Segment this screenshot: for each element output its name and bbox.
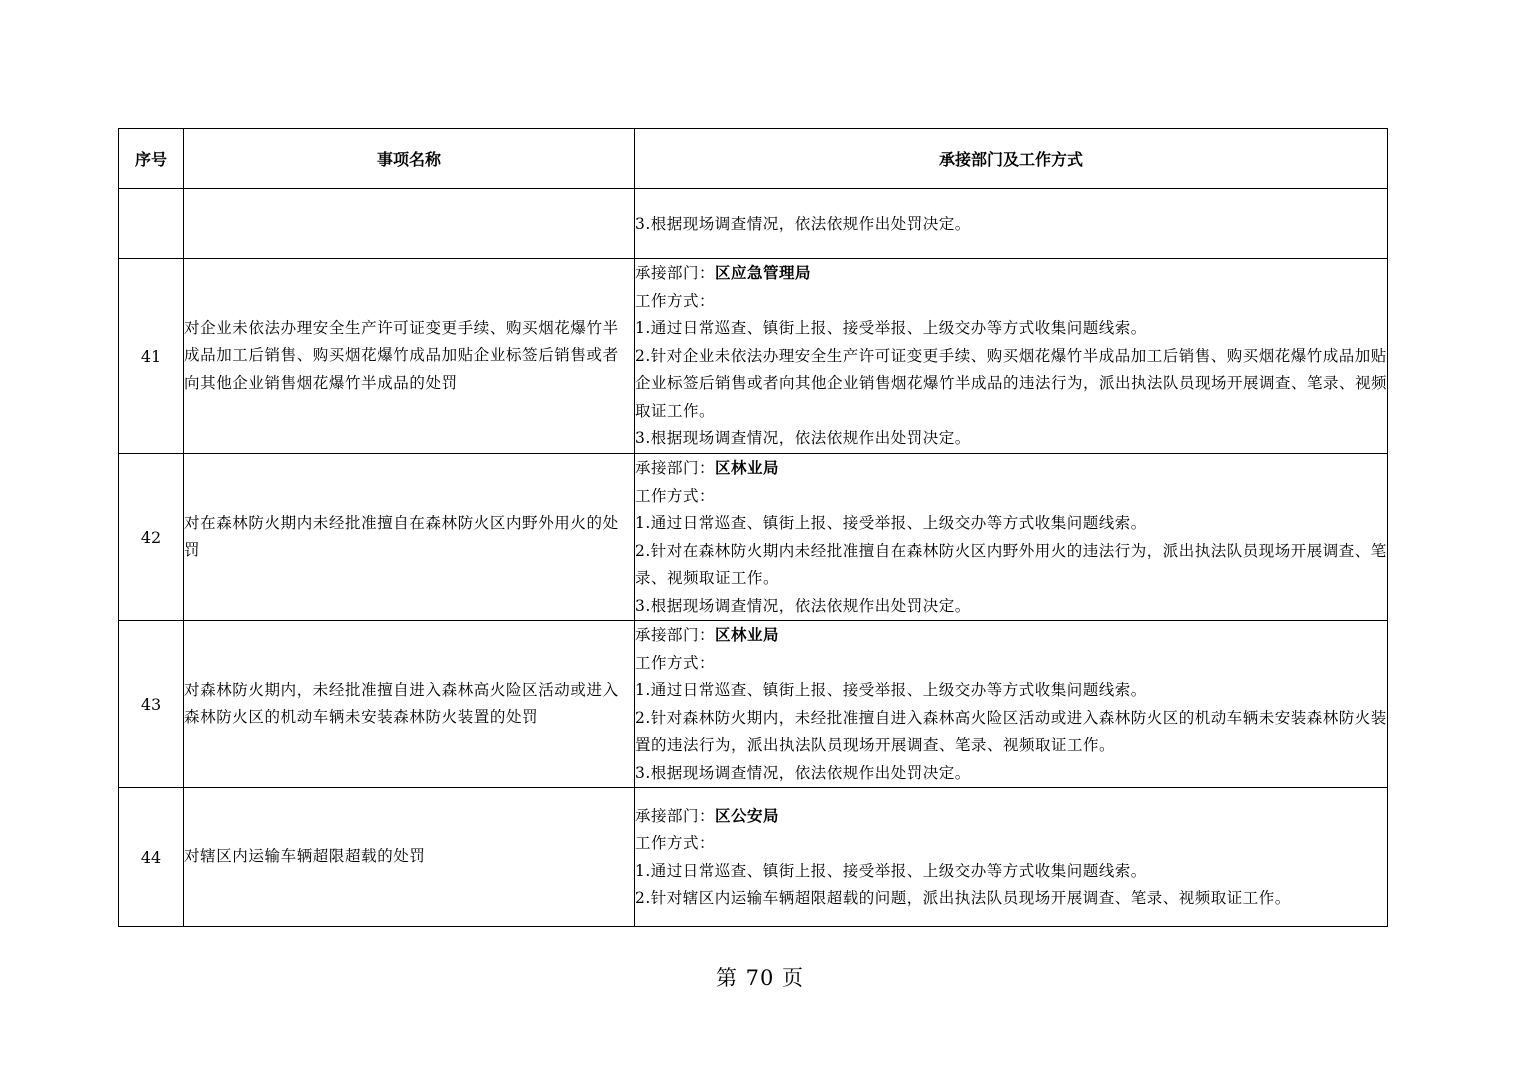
step-1-text: 1.通过日常巡查、镇街上报、接受举报、上级交办等方式收集问题线索。	[635, 861, 1147, 880]
department-name: 区公安局	[715, 806, 780, 825]
table-row	[119, 454, 1388, 621]
header-item-name: 事项名称	[184, 129, 635, 189]
item-name: 对辖区内运输车辆超限超载的处罚	[184, 788, 635, 927]
step-2-text: 2.针对在森林防火期内未经批准擅自在森林防火区内野外用火的违法行为，派出执法队员现场开展调查、笔录、视频取证工作。	[635, 541, 1387, 587]
step-1-text: 1.通过日常巡查、镇街上报、接受举报、上级交办等方式收集问题线索。	[635, 514, 1147, 532]
step-2-text: 2.针对辖区内运输车辆超限超载的问题，派出执法队员现场开展调查、笔录、视频取证工作。	[635, 889, 1291, 907]
header-serial-number: 序号	[119, 129, 184, 189]
step-3-text: 3.根据现场调查情况，依法依规作出处罚决定。	[635, 763, 971, 782]
work-mode-label: 工作方式：	[635, 291, 716, 310]
step-2-text: 2.针对企业未依法办理安全生产许可证变更手续、购买烟花爆竹半成品加工后销售、购买烟花爆竹成品加贴企业标签后销售或者向其他企业销售烟花爆竹半成品的违法行为，派出执法队员现场开展调查、笔录、视频取证工作。	[635, 346, 1388, 420]
work-method-cell	[635, 189, 1388, 259]
dept-prefix: 承接部门：	[635, 806, 716, 825]
table-row-continued	[119, 189, 1388, 259]
row-number: 43	[119, 621, 184, 788]
row-number: 41	[119, 259, 184, 454]
step-1-text: 1.通过日常巡查、镇街上报、接受举报、上级交办等方式收集问题线索。	[635, 681, 1147, 699]
step-3-text: 3.根据现场调查情况，依法依规作出处罚决定。	[635, 429, 971, 448]
work-mode-label: 工作方式：	[635, 486, 716, 505]
department-name: 区应急管理局	[715, 264, 812, 283]
work-mode-label: 工作方式：	[635, 834, 716, 852]
department-name: 区林业局	[715, 459, 780, 477]
work-mode-label: 工作方式：	[635, 653, 716, 672]
table-row	[119, 621, 1388, 788]
work-method-cell	[635, 788, 1388, 927]
dept-prefix: 承接部门：	[635, 626, 716, 644]
header-department-and-method: 承接部门及工作方式	[635, 129, 1388, 189]
work-method-cell	[635, 259, 1388, 454]
table-row	[119, 788, 1388, 927]
item-name: 对企业未依法办理安全生产许可证变更手续、购买烟花爆竹半成品加工后销售、购买烟花爆竹成品加贴企业标签后销售或者向其他企业销售烟花爆竹半成品的处罚	[184, 259, 635, 454]
dept-prefix: 承接部门：	[635, 264, 716, 283]
step-3-text: 3.根据现场调查情况，依法依规作出处罚决定。	[635, 596, 971, 615]
page-number: 第 70 页	[715, 966, 805, 990]
step-2-text: 2.针对森林防火期内，未经批准擅自进入森林高火险区活动或进入森林防火区的机动车辆未安装森林防火装置的违法行为，派出执法队员现场开展调查、笔录、视频取证工作。	[635, 708, 1387, 754]
row-number: 42	[119, 454, 184, 621]
matters-table	[118, 128, 1388, 927]
step-1-text: 1.通过日常巡查、镇街上报、接受举报、上级交办等方式收集问题线索。	[635, 319, 1147, 338]
work-method-cell	[635, 621, 1388, 788]
item-name: 对在森林防火期内未经批准擅自在森林防火区内野外用火的处罚	[184, 454, 635, 621]
table-row	[119, 259, 1388, 454]
row-number: 44	[119, 788, 184, 927]
dept-prefix: 承接部门：	[635, 459, 716, 477]
department-name: 区林业局	[715, 626, 780, 644]
table-header-row	[119, 129, 1388, 189]
work-method-cell	[635, 454, 1388, 621]
step-3-text: 3.根据现场调查情况，依法依规作出处罚决定。	[635, 214, 971, 233]
item-name: 对森林防火期内，未经批准擅自进入森林高火险区活动或进入森林防火区的机动车辆未安装森林防火装置的处罚	[184, 621, 635, 788]
